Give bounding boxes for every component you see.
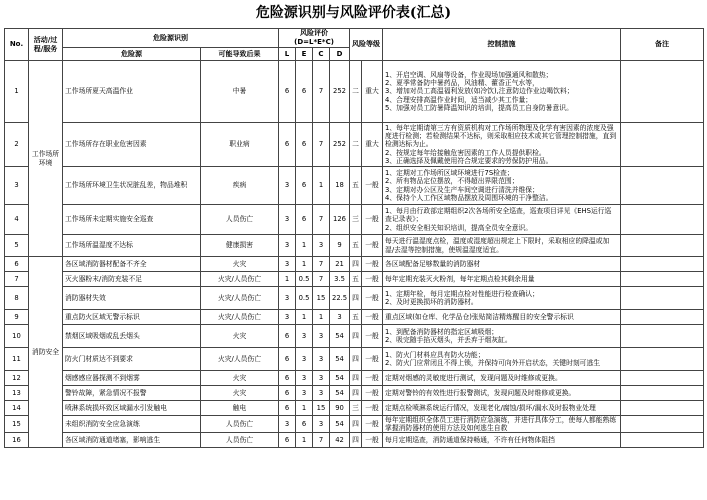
remark-cell: [621, 416, 704, 433]
remark-cell: [621, 167, 704, 205]
header-control: 控制措施: [383, 29, 621, 61]
control-measures: 1、定期对工作场所区域环境进行7S检查； 2、所有物品定位摆放，不得超出界限范围； 3、定期对办公区及生产车间空调进行清洗并维保； 4、保持个人工作区域物品摆放及周围环境的干净整洁。: [383, 167, 621, 205]
l-value: 6: [279, 371, 296, 386]
control-measures: 定期对警铃的有效性进行报警测试，发现问题及时维修或更换。: [383, 386, 621, 401]
risk-level: 重大: [362, 123, 383, 167]
hazard-cell: 工作场所环境卫生状况脏乱差，物品堆积: [63, 167, 201, 205]
c-value: 1: [313, 167, 330, 205]
table-row: [5, 123, 704, 167]
hazard-cell: 警铃故障，紧急情况不报警: [63, 386, 201, 401]
control-measures: 1、每月由行政部定期组织2次各场所安全巡查，巡查项目详见《EHS运行巡查记录表》； 2、组织安全相关知识培训，提高全员安全意识。: [383, 205, 621, 235]
e-value: 1: [296, 257, 313, 272]
risk-level: 一般: [362, 235, 383, 257]
e-value: 1: [296, 401, 313, 416]
e-value: 3: [296, 325, 313, 348]
c-value: 3: [313, 386, 330, 401]
table-row: [5, 325, 704, 348]
c-value: 7: [313, 123, 330, 167]
risk-level: 一般: [362, 371, 383, 386]
d-value: 252: [330, 123, 350, 167]
activity-group: 消防安全: [29, 257, 63, 448]
remark-cell: [621, 386, 704, 401]
c-value: 7: [313, 61, 330, 123]
d-value: 252: [330, 61, 350, 123]
row-number: 2: [5, 123, 29, 167]
l-value: 3: [279, 235, 296, 257]
l-value: 6: [279, 61, 296, 123]
row-number: 10: [5, 325, 29, 348]
l-value: 3: [279, 167, 296, 205]
risk-level: 一般: [362, 386, 383, 401]
c-value: 3: [313, 416, 330, 433]
risk-grade: 三: [350, 205, 362, 235]
risk-level: 一般: [362, 433, 383, 448]
risk-grade: 三: [350, 401, 362, 416]
control-measures: 1、防火门材料应具有防火功能； 2、防火门应常闭且不得上锁，并保持可向外开启状态，关键时刻可逃生: [383, 348, 621, 371]
consequence-cell: 职业病: [201, 123, 279, 167]
e-value: 0.5: [296, 272, 313, 287]
d-value: 54: [330, 386, 350, 401]
control-measures: 每月定期巡查，消防通道保持畅通，不许有任何物体阻挡: [383, 433, 621, 448]
risk-level: 一般: [362, 310, 383, 325]
l-value: 3: [279, 310, 296, 325]
control-measures: 1、每年定期请第三方有资质机构对工作场所物理及化学有害因素的浓度及强度进行检测；若检测结果不达标，则采取相应技术或其它管理控制措施，直到检测达标为止。 2、按规定每年给接触危害因素的工作人员提供职检。 3、正确选择及佩戴使用符合规定要求的劳保防护用品。: [383, 123, 621, 167]
hazard-cell: 工作场所未定期实施安全巡查: [63, 205, 201, 235]
risk-grade: 四: [350, 348, 362, 371]
hazard-cell: 灭火器粉末/消防充装不足: [63, 272, 201, 287]
hazard-cell: 重点防火区域无警示标识: [63, 310, 201, 325]
table-row: [5, 61, 704, 123]
e-value: 3: [296, 371, 313, 386]
hazard-cell: 烟感感应器探测不到烟雾: [63, 371, 201, 386]
remark-cell: [621, 433, 704, 448]
e-value: 1: [296, 235, 313, 257]
c-value: 7: [313, 205, 330, 235]
row-number: 13: [5, 386, 29, 401]
row-number: 9: [5, 310, 29, 325]
l-value: 1: [279, 272, 296, 287]
header-risk-eval: 风险评价(D=L*E*C): [279, 29, 350, 48]
risk-level: 一般: [362, 325, 383, 348]
d-value: 9: [330, 235, 350, 257]
row-number: 16: [5, 433, 29, 448]
risk-level: 一般: [362, 257, 383, 272]
table-row: [5, 416, 704, 433]
row-number: 3: [5, 167, 29, 205]
header-consequence: 可能导致后果: [201, 48, 279, 61]
risk-level: 一般: [362, 348, 383, 371]
consequence-cell: 火灾: [201, 257, 279, 272]
risk-grade: 五: [350, 272, 362, 287]
header-hazard-group: 危险源识别: [63, 29, 279, 48]
consequence-cell: 火灾/人员伤亡: [201, 310, 279, 325]
table-row: [5, 205, 704, 235]
c-value: 3: [313, 371, 330, 386]
e-value: 6: [296, 61, 313, 123]
header-hazard: 危险源: [63, 48, 201, 61]
table-row: [5, 272, 704, 287]
l-value: 3: [279, 257, 296, 272]
risk-grade: 四: [350, 325, 362, 348]
risk-grade: 四: [350, 287, 362, 310]
d-value: 54: [330, 416, 350, 433]
risk-level: 一般: [362, 401, 383, 416]
hazard-cell: 防火门材质达不到要求: [63, 348, 201, 371]
l-value: 3: [279, 287, 296, 310]
risk-grade: 四: [350, 257, 362, 272]
control-measures: 定期对烟感的灵敏度进行测试，发现问题及时维修或更换。: [383, 371, 621, 386]
control-measures: 每年定期组织全体员工进行消防应急演练，并进行具体分工，使每人都能熟练掌握消防器材的使用方法及如何逃生自救: [383, 416, 621, 433]
activity-group: 工作场所环境: [29, 61, 63, 257]
risk-level: 一般: [362, 287, 383, 310]
d-value: 21: [330, 257, 350, 272]
risk-grade: 五: [350, 235, 362, 257]
e-value: 6: [296, 167, 313, 205]
consequence-cell: 人员伤亡: [201, 416, 279, 433]
control-measures: 每天进行温湿度点检，温度或湿度超出规定上下限时，采取相应的降温或加湿/去湿等控制措施，使规温湿度适宜。: [383, 235, 621, 257]
remark-cell: [621, 235, 704, 257]
header-l: L: [279, 48, 296, 61]
c-value: 1: [313, 310, 330, 325]
risk-grade: 二: [350, 61, 362, 123]
row-number: 12: [5, 371, 29, 386]
d-value: 22.5: [330, 287, 350, 310]
l-value: 3: [279, 416, 296, 433]
d-value: 126: [330, 205, 350, 235]
risk-level: 一般: [362, 167, 383, 205]
remark-cell: [621, 272, 704, 287]
table-row: [5, 287, 704, 310]
row-number: 7: [5, 272, 29, 287]
c-value: 3: [313, 325, 330, 348]
header-d: D: [330, 48, 350, 61]
d-value: 90: [330, 401, 350, 416]
control-measures: 每年定期充装灭火粉剂，每年定期点检其剩余用量: [383, 272, 621, 287]
d-value: 3: [330, 310, 350, 325]
l-value: 6: [279, 433, 296, 448]
control-measures: 1、定期年检，每月定期点检对性能进行检查确认； 2、及时更换损坏的消防器材。: [383, 287, 621, 310]
risk-level: 一般: [362, 205, 383, 235]
c-value: 15: [313, 287, 330, 310]
remark-cell: [621, 257, 704, 272]
risk-level: 一般: [362, 272, 383, 287]
risk-grade: 五: [350, 167, 362, 205]
l-value: 3: [279, 205, 296, 235]
table-row: [5, 167, 704, 205]
hazard-cell: 禁烟区域吸烟或乱丢烟头: [63, 325, 201, 348]
risk-level: 重大: [362, 61, 383, 123]
remark-cell: [621, 401, 704, 416]
row-number: 11: [5, 348, 29, 371]
d-value: 54: [330, 325, 350, 348]
consequence-cell: 中暑: [201, 61, 279, 123]
risk-grade: 五: [350, 310, 362, 325]
header-remarks: 备注: [621, 29, 704, 61]
consequence-cell: 火灾/人员伤亡: [201, 287, 279, 310]
d-value: 54: [330, 348, 350, 371]
risk-grade: 二: [350, 123, 362, 167]
hazard-cell: 工作场所存在职业危害因素: [63, 123, 201, 167]
table-row: [5, 433, 704, 448]
hazard-cell: 喷淋系统损坏致区域漏水引发触电: [63, 401, 201, 416]
row-number: 4: [5, 205, 29, 235]
e-value: 6: [296, 123, 313, 167]
row-number: 6: [5, 257, 29, 272]
control-measures: 1、开启空调、风扇等设备，作业现场加强通风和散热； 2、夏季常备防中暑药品，风油精、藿香正气水等， 3、增加对员工高温福利发放(如冷饮),注意防边作业边喝饮料； 4、合理安排高温作业时间，适当减少其工作量； 5、加强对员工防暑降温知识的培训，提高员工自身防暑意识。: [383, 61, 621, 123]
consequence-cell: 健康损害: [201, 235, 279, 257]
consequence-cell: 火灾: [201, 325, 279, 348]
risk-grade: 四: [350, 371, 362, 386]
d-value: 54: [330, 371, 350, 386]
control-measures: 重点区域(如仓库、化学品仓)张贴简洁精炼醒目的安全警示标识: [383, 310, 621, 325]
risk-grade: 四: [350, 433, 362, 448]
table-row: [5, 371, 704, 386]
row-number: 5: [5, 235, 29, 257]
hazard-cell: 消防器材失效: [63, 287, 201, 310]
remark-cell: [621, 123, 704, 167]
row-number: 8: [5, 287, 29, 310]
d-value: 42: [330, 433, 350, 448]
header-e: E: [296, 48, 313, 61]
control-measures: 定期点检喷淋系统运行情况，发现老化/腐蚀/损坏/漏水及时报物业处理: [383, 401, 621, 416]
remark-cell: [621, 371, 704, 386]
header-no: No.: [5, 29, 29, 61]
remark-cell: [621, 348, 704, 371]
e-value: 6: [296, 205, 313, 235]
e-value: 6: [296, 416, 313, 433]
consequence-cell: 火灾: [201, 371, 279, 386]
remark-cell: [621, 310, 704, 325]
table-body: [5, 61, 704, 448]
row-number: 15: [5, 416, 29, 433]
e-value: 1: [296, 433, 313, 448]
table-row: [5, 310, 704, 325]
consequence-cell: 人员伤亡: [201, 433, 279, 448]
remark-cell: [621, 325, 704, 348]
consequence-cell: 火灾/人员伤亡: [201, 348, 279, 371]
remark-cell: [621, 205, 704, 235]
table-row: [5, 386, 704, 401]
risk-table: [4, 28, 704, 448]
risk-grade: 四: [350, 386, 362, 401]
consequence-cell: 火灾/人员伤亡: [201, 272, 279, 287]
hazard-cell: 各区域消防通道堵塞，影响逃生: [63, 433, 201, 448]
c-value: 7: [313, 433, 330, 448]
c-value: 7: [313, 272, 330, 287]
consequence-cell: 火灾: [201, 386, 279, 401]
e-value: 3: [296, 386, 313, 401]
remark-cell: [621, 61, 704, 123]
hazard-cell: 各区域消防器材配备不齐全: [63, 257, 201, 272]
c-value: 3: [313, 235, 330, 257]
l-value: 6: [279, 401, 296, 416]
l-value: 6: [279, 386, 296, 401]
control-measures: 1、到配备消防器材的指定区域吸烟； 2、吸完随手掐灭烟头，并丢弃于烟灰缸。: [383, 325, 621, 348]
l-value: 6: [279, 123, 296, 167]
table-row: [5, 401, 704, 416]
c-value: 3: [313, 348, 330, 371]
c-value: 15: [313, 401, 330, 416]
hazard-cell: 工作场所夏天高温作业: [63, 61, 201, 123]
header-activity: 活动/过程/服务: [29, 29, 63, 61]
consequence-cell: 人员伤亡: [201, 205, 279, 235]
consequence-cell: 触电: [201, 401, 279, 416]
d-value: 3.5: [330, 272, 350, 287]
e-value: 1: [296, 310, 313, 325]
l-value: 6: [279, 348, 296, 371]
e-value: 3: [296, 348, 313, 371]
e-value: 0.5: [296, 287, 313, 310]
d-value: 18: [330, 167, 350, 205]
table-row: [5, 235, 704, 257]
header-c: C: [313, 48, 330, 61]
hazard-cell: 未组织消防安全应急演练: [63, 416, 201, 433]
risk-grade: 四: [350, 416, 362, 433]
table-row: [5, 257, 704, 272]
table-row: [5, 348, 704, 371]
header-risk-level: 风险等级: [350, 29, 383, 61]
risk-level: 一般: [362, 416, 383, 433]
page-title: 危险源识别与风险评价表(汇总): [255, 5, 452, 21]
control-measures: 各区域配备足够数量的消防器材: [383, 257, 621, 272]
l-value: 6: [279, 325, 296, 348]
row-number: 1: [5, 61, 29, 123]
remark-cell: [621, 287, 704, 310]
row-number: 14: [5, 401, 29, 416]
c-value: 7: [313, 257, 330, 272]
consequence-cell: 疾病: [201, 167, 279, 205]
hazard-cell: 工作场所温湿度不达标: [63, 235, 201, 257]
